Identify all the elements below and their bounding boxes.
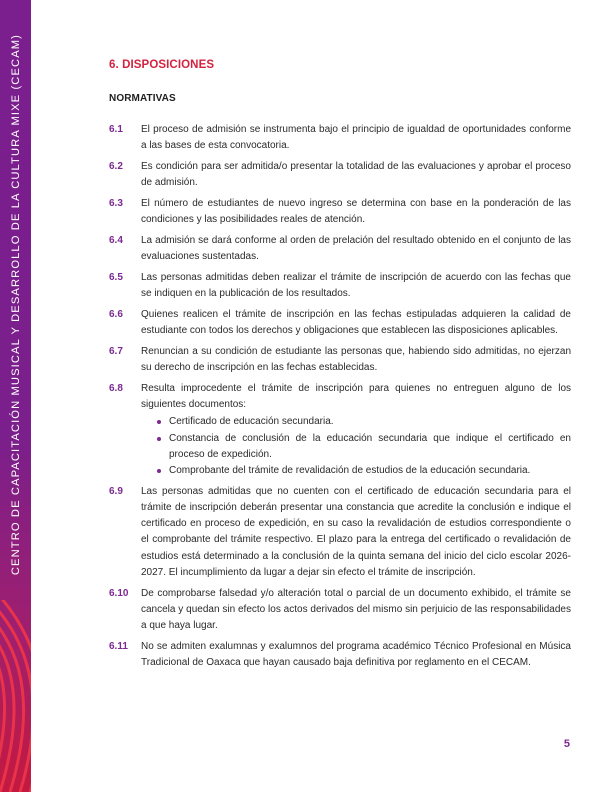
bullet-item: Constancia de conclusión de la educación secundaria que indique el certificado en proceso de expedición. bbox=[156, 431, 571, 463]
item-number: 6.9 bbox=[109, 485, 123, 497]
item-number: 6.5 bbox=[109, 272, 123, 283]
list-item bbox=[109, 381, 571, 479]
item-text: Las personas admitidas deben realizar el trámite de inscripción de acuerdo con las fechas que se indiquen en la publicación de los resultados. bbox=[141, 272, 571, 300]
item-number: 6.4 bbox=[109, 235, 123, 246]
item-text: La admisión se dará conforme al orden de prelación del resultado obtenido en el conjunto de las evaluaciones sustentadas. bbox=[141, 235, 571, 263]
list-item bbox=[109, 196, 571, 228]
list-item bbox=[109, 159, 571, 191]
item-number: 6.10 bbox=[109, 587, 129, 599]
list-item bbox=[109, 270, 571, 302]
item-number: 6.6 bbox=[109, 309, 123, 320]
list-item bbox=[109, 122, 571, 154]
item-text: No se admiten exalumnas y exalumnos del programa académico Técnico Profesional en Música Tradicional de Oaxaca que hayan causado baja definitiva por reglamento en el CECAM. bbox=[141, 640, 571, 669]
item-number: 6.2 bbox=[109, 161, 123, 172]
subheading: NORMATIVAS bbox=[109, 93, 176, 104]
provisions-list bbox=[109, 122, 571, 676]
decorative-arcs-graphic bbox=[0, 600, 31, 792]
sidebar-institution-name: CENTRO DE CAPACITACIÓN MUSICAL Y DESARROLLO DE LA CULTURA MIXE (CECAM) bbox=[9, 34, 22, 576]
item-number: 6.7 bbox=[109, 346, 123, 357]
list-item bbox=[109, 344, 571, 376]
item-text-wrap bbox=[141, 381, 571, 479]
item-number: 6.11 bbox=[109, 640, 128, 652]
list-item bbox=[109, 233, 571, 265]
item-text: Renuncian a su condición de estudiante las personas que, habiendo sido admitidas, no ejerzan su derecho de inscripción en las fechas establecidas. bbox=[141, 346, 571, 374]
section-title: 6. DISPOSICIONES bbox=[109, 59, 215, 71]
bullet-item: Comprobante del trámite de revalidación de estudios de la educación secundaria. bbox=[156, 463, 571, 479]
item-text: De comprobarse falsedad y/o alteración total o parcial de un documento exhibido, el trámite se cancela y quedan sin efecto los actos derivados del mismo sin perjuicio de las responsabilidades a que haya lugar. bbox=[141, 587, 571, 632]
item-number: 6.1 bbox=[109, 124, 123, 135]
item-text: Resulta improcedente el trámite de inscripción para quienes no entreguen alguno de los siguientes documentos: bbox=[141, 383, 571, 411]
item-text: Es condición para ser admitida/o presentar la totalidad de las evaluaciones y aprobar el proceso de admisión. bbox=[141, 161, 571, 189]
list-item bbox=[109, 639, 571, 671]
item-number: 6.3 bbox=[109, 198, 123, 209]
list-item bbox=[109, 484, 571, 581]
list-item bbox=[109, 586, 571, 635]
item-text: Quienes realicen el trámite de inscripción en las fechas estipuladas adquieren la calidad de estudiante con todos los derechos y obligaciones que establecen las disposiciones aplicables. bbox=[141, 309, 571, 337]
item-text: El proceso de admisión se instrumenta bajo el principio de igualdad de oportunidades conforme a las bases de esta convocatoria. bbox=[141, 124, 571, 152]
required-documents-list bbox=[156, 414, 571, 479]
item-text: Las personas admitidas que no cuenten con el certificado de educación secundaria para el trámite de inscripción deberán presentar una constancia que acredite la conclusión e indique el certificado en proceso de expedición, en su caso la revalidación de estudios correspondiente o el comprobante del trámite respectivo. El plazo para la entrega del certificado o revalidación de estudios está determinado a la conclusión de la quinta semana del inicio del ciclo escolar 2026-2027. El incumplimiento da lugar a dejar sin efecto el trámite de inscripción. bbox=[141, 485, 571, 578]
sidebar-band bbox=[0, 0, 31, 792]
item-number: 6.8 bbox=[109, 383, 123, 394]
sidebar-title-wrap bbox=[0, 0, 31, 610]
bullet-item: Certificado de educación secundaria. bbox=[156, 414, 571, 430]
list-item bbox=[109, 307, 571, 339]
item-text: El número de estudiantes de nuevo ingreso se determina con base en la ponderación de las condiciones y las posibilidades reales de atención. bbox=[141, 198, 571, 226]
page-number: 5 bbox=[563, 738, 570, 750]
